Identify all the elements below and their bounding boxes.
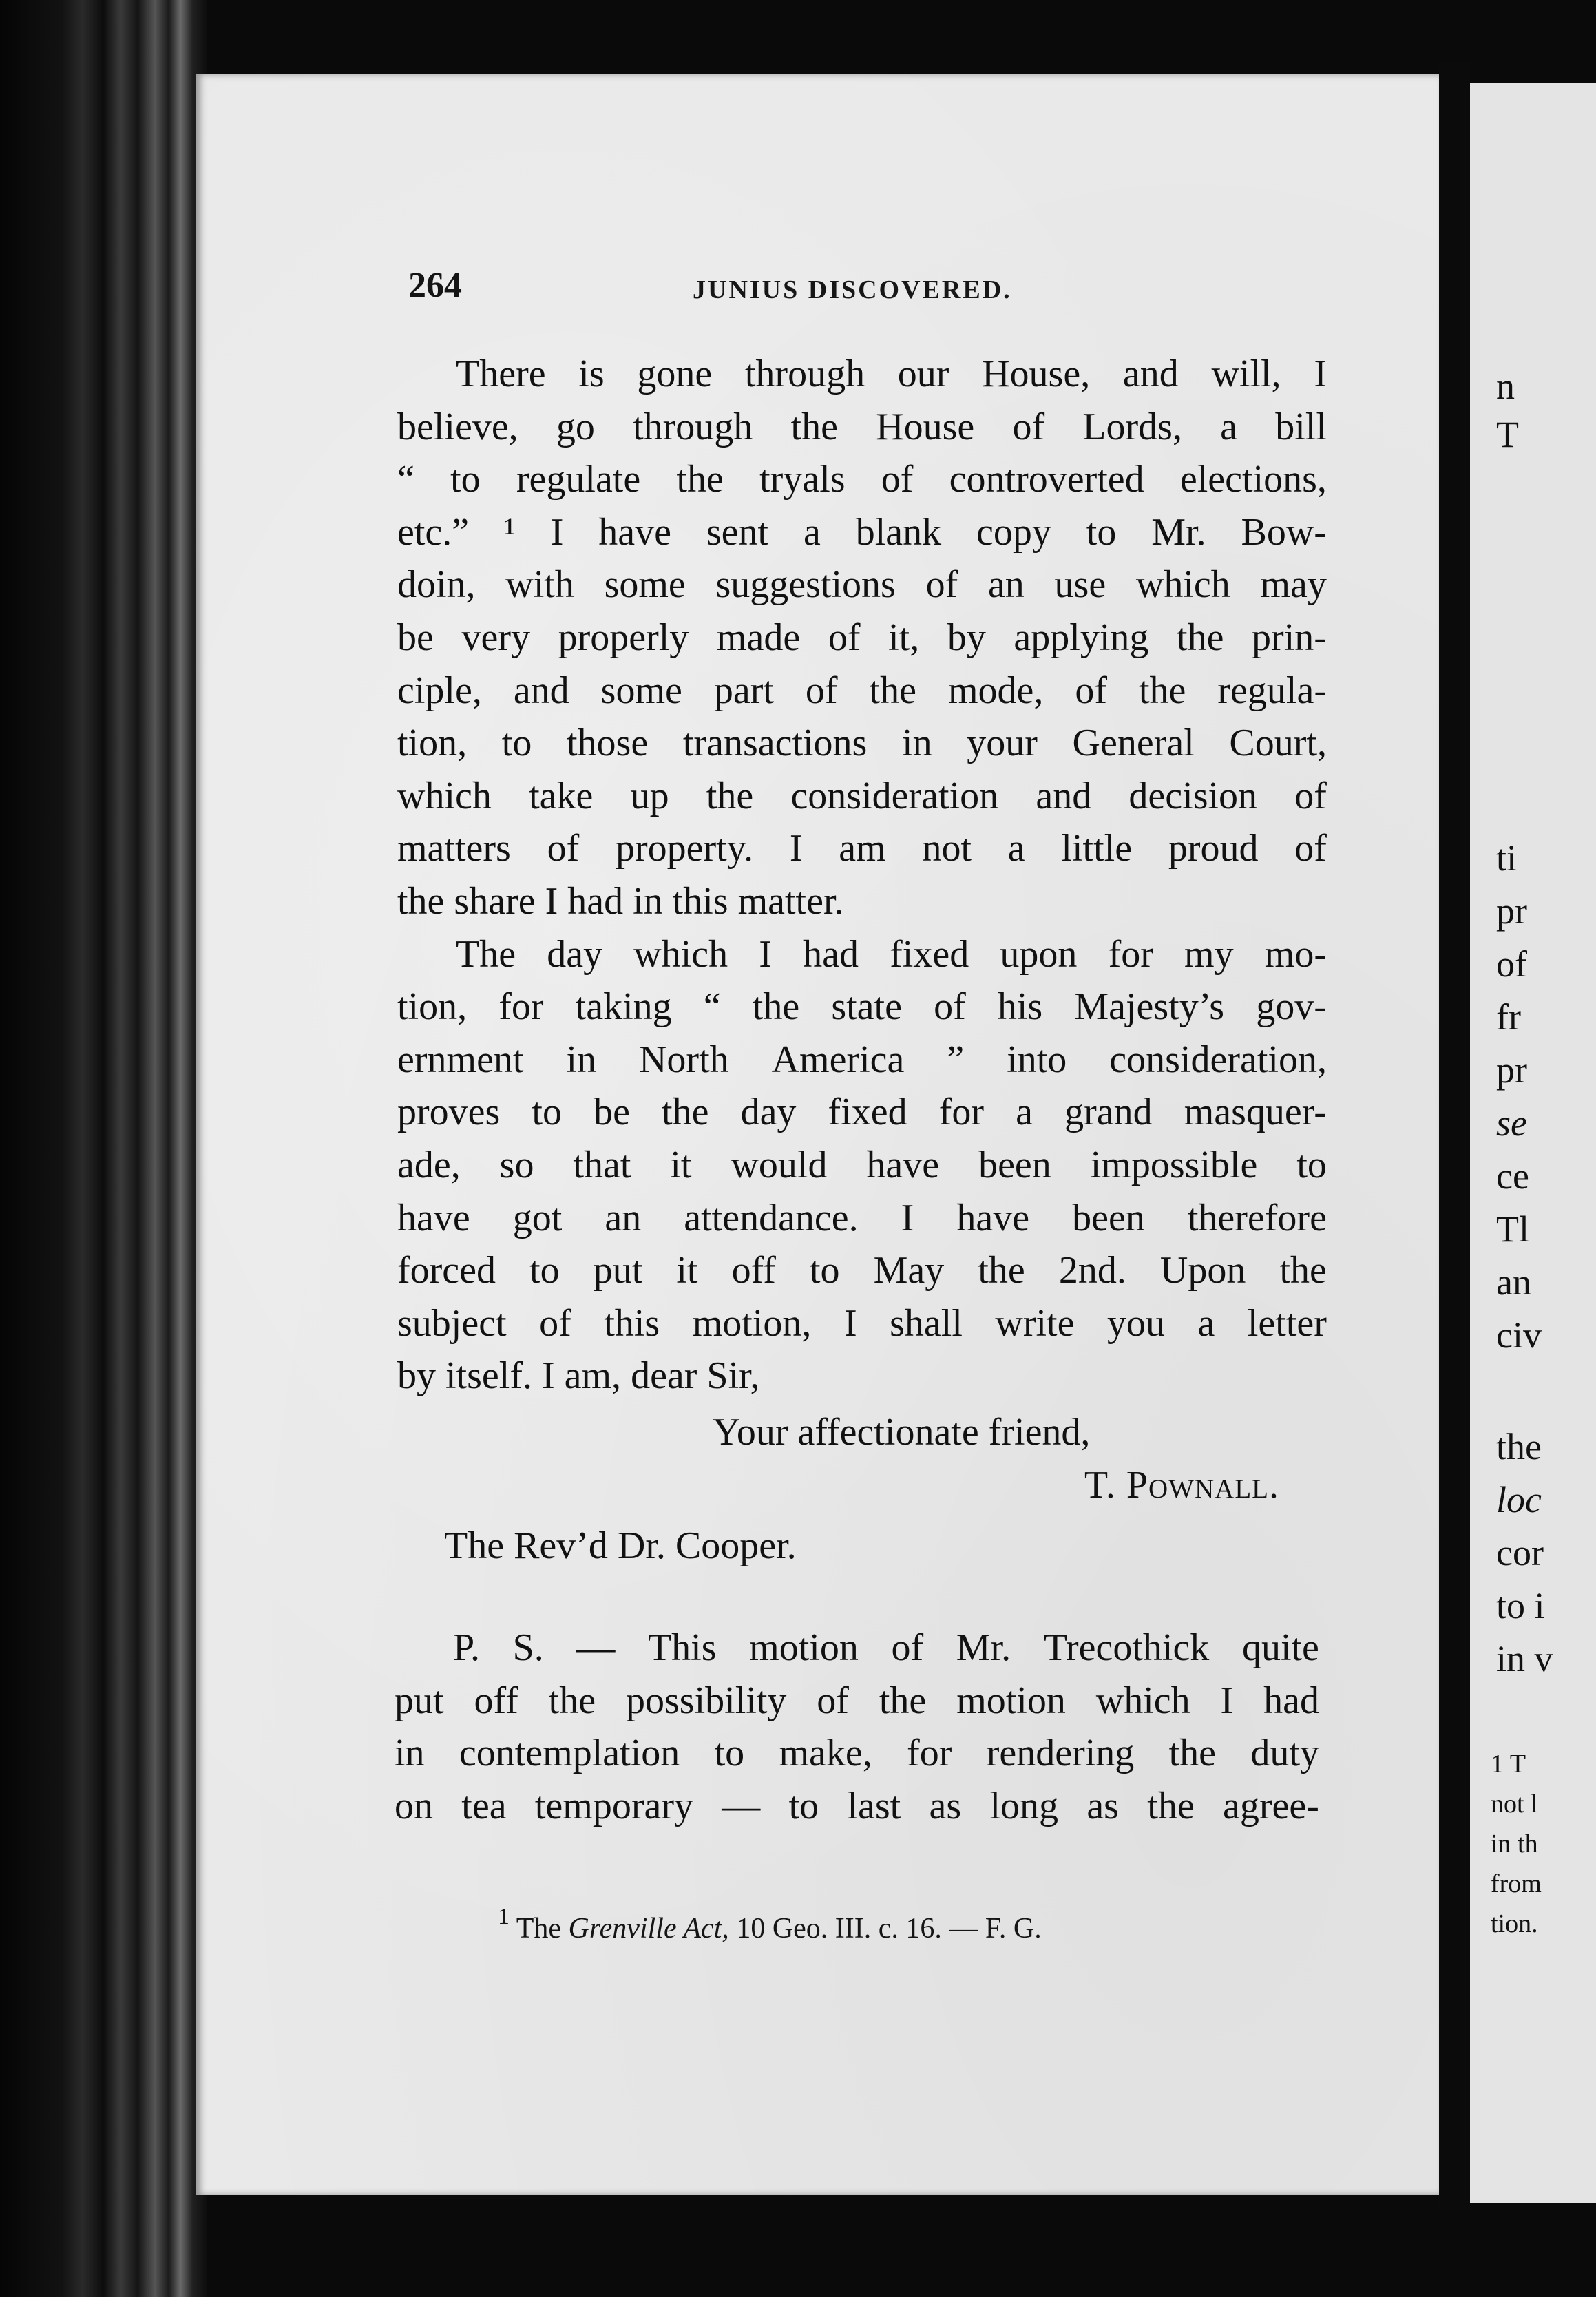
word: of bbox=[1012, 405, 1045, 448]
word: contemplation bbox=[459, 1732, 680, 1775]
word: off bbox=[731, 1249, 776, 1292]
text-line bbox=[397, 770, 1327, 823]
word: etc.” bbox=[397, 510, 470, 554]
word: motion, bbox=[692, 1301, 812, 1345]
closing-salutation: Your affectionate friend, bbox=[713, 1411, 1091, 1454]
word: of bbox=[539, 1301, 571, 1345]
word: proves bbox=[397, 1091, 501, 1134]
word: some bbox=[600, 669, 682, 712]
word: by bbox=[397, 1354, 436, 1398]
right-page-footnote-fragment: tion. bbox=[1491, 1909, 1538, 1938]
word: which bbox=[1135, 563, 1230, 607]
word: the bbox=[548, 1679, 596, 1722]
word: Bow- bbox=[1241, 510, 1327, 554]
word: I bbox=[789, 827, 803, 870]
word: for bbox=[1108, 932, 1153, 976]
word: Upon bbox=[1159, 1249, 1246, 1292]
word: which bbox=[397, 774, 492, 817]
word: to bbox=[501, 722, 532, 765]
word: transactions bbox=[682, 722, 868, 765]
word: dear bbox=[631, 1354, 697, 1398]
text-line bbox=[395, 1675, 1319, 1728]
word: the bbox=[978, 1249, 1025, 1292]
text-line bbox=[397, 1297, 1327, 1350]
word: the bbox=[1168, 1732, 1217, 1775]
word: write bbox=[995, 1301, 1075, 1345]
text-line bbox=[397, 1192, 1327, 1245]
word: day bbox=[547, 932, 603, 976]
text-line bbox=[397, 1244, 1327, 1297]
word: temporary bbox=[534, 1784, 693, 1827]
word: blank bbox=[855, 510, 942, 554]
word: in bbox=[566, 1038, 597, 1081]
word: ” bbox=[947, 1038, 965, 1081]
word: the bbox=[752, 985, 800, 1029]
word: fixed bbox=[828, 1091, 907, 1134]
word: masquer- bbox=[1184, 1091, 1327, 1134]
word: will, bbox=[1211, 353, 1281, 395]
word: as bbox=[1086, 1784, 1119, 1827]
text-line bbox=[395, 1780, 1319, 1833]
word: go bbox=[556, 405, 595, 448]
word: would bbox=[731, 1143, 828, 1186]
word: your bbox=[967, 722, 1038, 765]
word: mo- bbox=[1264, 932, 1327, 976]
word: share bbox=[454, 879, 536, 923]
right-page-fragment-text: loc bbox=[1496, 1479, 1542, 1520]
word: ernment bbox=[397, 1038, 524, 1081]
word: through bbox=[633, 405, 753, 448]
word: up bbox=[630, 774, 669, 817]
word: to bbox=[809, 1249, 840, 1292]
word: controverted bbox=[949, 458, 1144, 501]
word: the bbox=[879, 1679, 927, 1722]
word: so bbox=[499, 1143, 534, 1186]
word: I bbox=[545, 879, 558, 923]
word: consideration bbox=[790, 774, 999, 817]
word: ade, bbox=[397, 1143, 461, 1186]
word: to bbox=[788, 1784, 819, 1827]
word: letter bbox=[1247, 1301, 1327, 1345]
word: have bbox=[397, 1196, 470, 1239]
word: motion bbox=[956, 1679, 1066, 1722]
text-line bbox=[397, 664, 1327, 717]
word: — bbox=[722, 1784, 761, 1827]
word: impossible bbox=[1090, 1143, 1258, 1186]
word: agree- bbox=[1223, 1784, 1319, 1827]
word: this bbox=[604, 1301, 660, 1345]
word: those bbox=[567, 722, 649, 765]
footnote-marker: 1 bbox=[498, 1904, 510, 1929]
word: for bbox=[498, 985, 544, 1029]
word: taking bbox=[575, 985, 672, 1029]
word: got bbox=[512, 1196, 563, 1239]
word: applying bbox=[1014, 616, 1149, 659]
word: in bbox=[633, 879, 663, 923]
word: put bbox=[593, 1249, 643, 1292]
word: suggestions bbox=[715, 563, 896, 607]
word: House, bbox=[982, 353, 1091, 395]
word: of bbox=[925, 563, 958, 607]
word: have bbox=[598, 510, 671, 554]
word: put bbox=[395, 1679, 444, 1722]
word: decision bbox=[1128, 774, 1258, 817]
word: which bbox=[1095, 1679, 1190, 1722]
word: grand bbox=[1064, 1091, 1153, 1134]
word: of bbox=[547, 827, 580, 870]
right-page-fragment-text: se bbox=[1496, 1102, 1527, 1144]
word: of bbox=[805, 669, 838, 712]
word: of bbox=[1075, 669, 1108, 712]
right-page-fragment-text: in v bbox=[1496, 1638, 1553, 1679]
word: our bbox=[897, 353, 949, 395]
word: mode, bbox=[947, 669, 1044, 712]
word: for bbox=[907, 1732, 952, 1775]
text-line bbox=[395, 1622, 1319, 1675]
postscript bbox=[395, 1622, 1319, 1832]
word: I bbox=[901, 1196, 914, 1239]
word: There bbox=[456, 353, 546, 395]
word: the bbox=[1147, 1784, 1195, 1827]
word: made bbox=[716, 616, 801, 659]
word: Sir, bbox=[706, 1354, 760, 1398]
word: “ bbox=[703, 985, 721, 1029]
word: which bbox=[633, 932, 728, 976]
word: long bbox=[989, 1784, 1059, 1827]
book-gutter bbox=[1439, 62, 1470, 2210]
right-page-fragment-text: pr bbox=[1496, 890, 1527, 932]
text-line bbox=[397, 1086, 1327, 1139]
word: itself. bbox=[445, 1354, 532, 1398]
letter-body bbox=[397, 348, 1327, 1403]
word: ciple, bbox=[397, 669, 482, 712]
word: Court, bbox=[1229, 722, 1327, 765]
word: have bbox=[956, 1196, 1030, 1239]
word: you bbox=[1106, 1301, 1165, 1345]
word: have bbox=[866, 1143, 940, 1186]
footnote bbox=[498, 1904, 1042, 1945]
word: a bbox=[1220, 405, 1238, 448]
text-line bbox=[397, 928, 1327, 981]
right-page-fragment-text: to i bbox=[1496, 1585, 1545, 1626]
word: to bbox=[714, 1732, 745, 1775]
word: not bbox=[922, 827, 972, 870]
word: forced bbox=[397, 1249, 496, 1292]
word: fixed bbox=[890, 932, 969, 976]
word: an bbox=[605, 1196, 642, 1239]
right-page-footnote-fragment: from bbox=[1491, 1869, 1542, 1898]
word: of bbox=[1294, 774, 1327, 817]
word: I bbox=[1220, 1679, 1234, 1722]
word: use bbox=[1054, 563, 1106, 607]
word: the bbox=[397, 879, 445, 923]
word: “ bbox=[397, 458, 414, 501]
word: May bbox=[873, 1249, 945, 1292]
word: am, bbox=[564, 1354, 622, 1398]
text-line bbox=[397, 717, 1327, 770]
word: day bbox=[740, 1091, 797, 1134]
word: had bbox=[803, 932, 859, 976]
word: — bbox=[576, 1626, 616, 1669]
text-line bbox=[397, 401, 1327, 454]
word: S. bbox=[512, 1626, 544, 1669]
right-page-fragment bbox=[1470, 83, 1596, 2203]
word: I bbox=[759, 932, 772, 976]
word: of bbox=[934, 985, 966, 1029]
word: his bbox=[997, 985, 1043, 1029]
right-page-footnote-fragment: 1 T bbox=[1491, 1750, 1526, 1779]
word: P. bbox=[453, 1626, 480, 1669]
word: House bbox=[876, 405, 975, 448]
word: little bbox=[1061, 827, 1133, 870]
word: matter. bbox=[737, 879, 844, 923]
word: bill bbox=[1275, 405, 1327, 448]
word: of bbox=[828, 616, 861, 659]
word: may bbox=[1260, 563, 1327, 607]
word: I bbox=[541, 1354, 555, 1398]
word: it, bbox=[888, 616, 920, 659]
text-line bbox=[397, 453, 1327, 506]
word: is bbox=[578, 353, 605, 395]
word: make, bbox=[779, 1732, 872, 1775]
word: tea bbox=[461, 1784, 507, 1827]
right-page-fragment-text: an bbox=[1496, 1261, 1531, 1303]
word: North bbox=[638, 1038, 729, 1081]
word: Lords, bbox=[1082, 405, 1182, 448]
word: a bbox=[1016, 1091, 1033, 1134]
text-line bbox=[397, 822, 1327, 875]
word: proud bbox=[1168, 827, 1259, 870]
word: therefore bbox=[1187, 1196, 1327, 1239]
text-line bbox=[397, 980, 1327, 1034]
book-binding-edge bbox=[0, 0, 207, 2297]
word: and bbox=[1036, 774, 1092, 817]
word: the bbox=[1139, 669, 1186, 712]
word: the bbox=[790, 405, 838, 448]
right-page-footnote-fragment: in th bbox=[1491, 1829, 1538, 1858]
word: of bbox=[817, 1679, 849, 1722]
footnote-text-after: 10 Geo. III. c. 16. — F. G. bbox=[736, 1913, 1042, 1944]
word: am bbox=[839, 827, 886, 870]
running-head: JUNIUS DISCOVERED. bbox=[693, 275, 1012, 304]
right-page-fragment-text: the bbox=[1496, 1426, 1542, 1467]
right-page-fragment-text: fr bbox=[1496, 996, 1521, 1038]
word: take bbox=[529, 774, 594, 817]
word: the bbox=[869, 669, 916, 712]
word: 2nd. bbox=[1058, 1249, 1126, 1292]
right-page-fragment-text: cor bbox=[1496, 1532, 1544, 1573]
word: of bbox=[1294, 827, 1327, 870]
word: The bbox=[456, 932, 516, 976]
word: I bbox=[550, 510, 564, 554]
word: an bbox=[987, 563, 1025, 607]
word: for bbox=[938, 1091, 985, 1134]
text-line bbox=[397, 558, 1327, 611]
word: tion, bbox=[397, 722, 468, 765]
word: attendance. bbox=[684, 1196, 859, 1239]
right-page-fragment-text: Tl bbox=[1496, 1208, 1529, 1250]
word: of bbox=[881, 458, 914, 501]
word: my bbox=[1184, 932, 1234, 976]
word: properly bbox=[558, 616, 689, 659]
word: a bbox=[803, 510, 821, 554]
word: copy bbox=[976, 510, 1051, 554]
word: doin, bbox=[397, 563, 476, 607]
word: as bbox=[929, 1784, 962, 1827]
word: the bbox=[1279, 1249, 1327, 1292]
word: ¹ bbox=[504, 510, 516, 554]
word: by bbox=[947, 616, 986, 659]
right-page-fragment-text: n bbox=[1496, 366, 1515, 407]
word: with bbox=[505, 563, 574, 607]
word: Trecothick bbox=[1043, 1626, 1210, 1669]
right-page-fragment-text: pr bbox=[1496, 1049, 1527, 1091]
word: had bbox=[567, 879, 624, 923]
word: upon bbox=[1000, 932, 1078, 976]
text-line bbox=[397, 348, 1327, 401]
text-line bbox=[397, 875, 1327, 928]
word: tryals bbox=[759, 458, 846, 501]
word: possibility bbox=[626, 1679, 787, 1722]
paragraph-2 bbox=[397, 928, 1327, 1403]
word: gone bbox=[637, 353, 713, 395]
word: state bbox=[831, 985, 902, 1029]
word: part bbox=[713, 669, 774, 712]
page-header bbox=[408, 265, 1324, 320]
word: the bbox=[1177, 616, 1224, 659]
right-page-fragment-text: of bbox=[1496, 943, 1527, 985]
word: subject bbox=[397, 1301, 507, 1345]
word: sent bbox=[706, 510, 769, 554]
word: and bbox=[513, 669, 569, 712]
word: it bbox=[670, 1143, 692, 1186]
word: to bbox=[1296, 1143, 1327, 1186]
word: motion bbox=[749, 1626, 859, 1669]
word: this bbox=[672, 879, 728, 923]
word: and bbox=[1122, 353, 1179, 395]
word: consideration, bbox=[1109, 1038, 1327, 1081]
word: to bbox=[450, 458, 481, 501]
word: to bbox=[529, 1249, 560, 1292]
word: regulate bbox=[516, 458, 641, 501]
text-line bbox=[397, 1350, 1327, 1403]
word: America bbox=[771, 1038, 905, 1081]
right-page-fragment-text: T bbox=[1496, 414, 1519, 455]
text-line bbox=[397, 506, 1327, 559]
word: the bbox=[662, 1091, 709, 1134]
word: prin- bbox=[1252, 616, 1327, 659]
word: matters bbox=[397, 827, 511, 870]
word: This bbox=[647, 1626, 717, 1669]
word: to bbox=[1086, 510, 1117, 554]
word: to bbox=[532, 1091, 562, 1134]
word: had bbox=[1263, 1679, 1319, 1722]
word: rendering bbox=[986, 1732, 1135, 1775]
word: General bbox=[1072, 722, 1195, 765]
word: tion, bbox=[397, 985, 468, 1029]
word: on bbox=[395, 1784, 433, 1827]
word: last bbox=[847, 1784, 901, 1827]
page-number: 264 bbox=[408, 266, 462, 305]
signature: T. Pownall. bbox=[1084, 1464, 1279, 1507]
word: very bbox=[461, 616, 530, 659]
word: off bbox=[474, 1679, 518, 1722]
word: shall bbox=[890, 1301, 963, 1345]
word: elections, bbox=[1179, 458, 1327, 501]
word: through bbox=[744, 353, 865, 395]
right-page-fragment-text: ce bbox=[1496, 1155, 1529, 1197]
text-line bbox=[397, 1034, 1327, 1087]
word: Mr. bbox=[956, 1626, 1011, 1669]
word: property. bbox=[616, 827, 754, 870]
word: be bbox=[594, 1091, 630, 1134]
word: been bbox=[1072, 1196, 1145, 1239]
text-line bbox=[397, 1139, 1327, 1192]
word: quite bbox=[1241, 1626, 1319, 1669]
right-page-fragment-text: ti bbox=[1496, 837, 1518, 879]
word: in bbox=[902, 722, 932, 765]
word: I bbox=[1314, 353, 1327, 395]
word: a bbox=[1007, 827, 1025, 870]
word: some bbox=[604, 563, 686, 607]
word: that bbox=[573, 1143, 631, 1186]
word: believe, bbox=[397, 405, 518, 448]
footnote-text-before: The bbox=[516, 1913, 562, 1944]
word: be bbox=[397, 616, 434, 659]
word: it bbox=[676, 1249, 698, 1292]
word: into bbox=[1007, 1038, 1067, 1081]
paragraph-1 bbox=[397, 348, 1327, 928]
word: the bbox=[706, 774, 754, 817]
word: duty bbox=[1250, 1732, 1319, 1775]
right-page-fragment-text: civ bbox=[1496, 1314, 1542, 1356]
word: gov- bbox=[1256, 985, 1327, 1029]
right-page-footnote-fragment: not l bbox=[1491, 1790, 1538, 1818]
text-line bbox=[395, 1727, 1319, 1780]
word: a bbox=[1197, 1301, 1215, 1345]
addressee: The Rev’d Dr. Cooper. bbox=[444, 1524, 797, 1567]
text-line bbox=[397, 611, 1327, 664]
word: regula- bbox=[1217, 669, 1327, 712]
word: Mr. bbox=[1151, 510, 1206, 554]
word: Majesty’s bbox=[1074, 985, 1225, 1029]
word: I bbox=[843, 1301, 857, 1345]
footnote-italic-title: Grenville Act, bbox=[568, 1913, 729, 1944]
word: been bbox=[978, 1143, 1051, 1186]
word: the bbox=[676, 458, 724, 501]
word: of bbox=[891, 1626, 924, 1669]
word: in bbox=[395, 1732, 425, 1775]
